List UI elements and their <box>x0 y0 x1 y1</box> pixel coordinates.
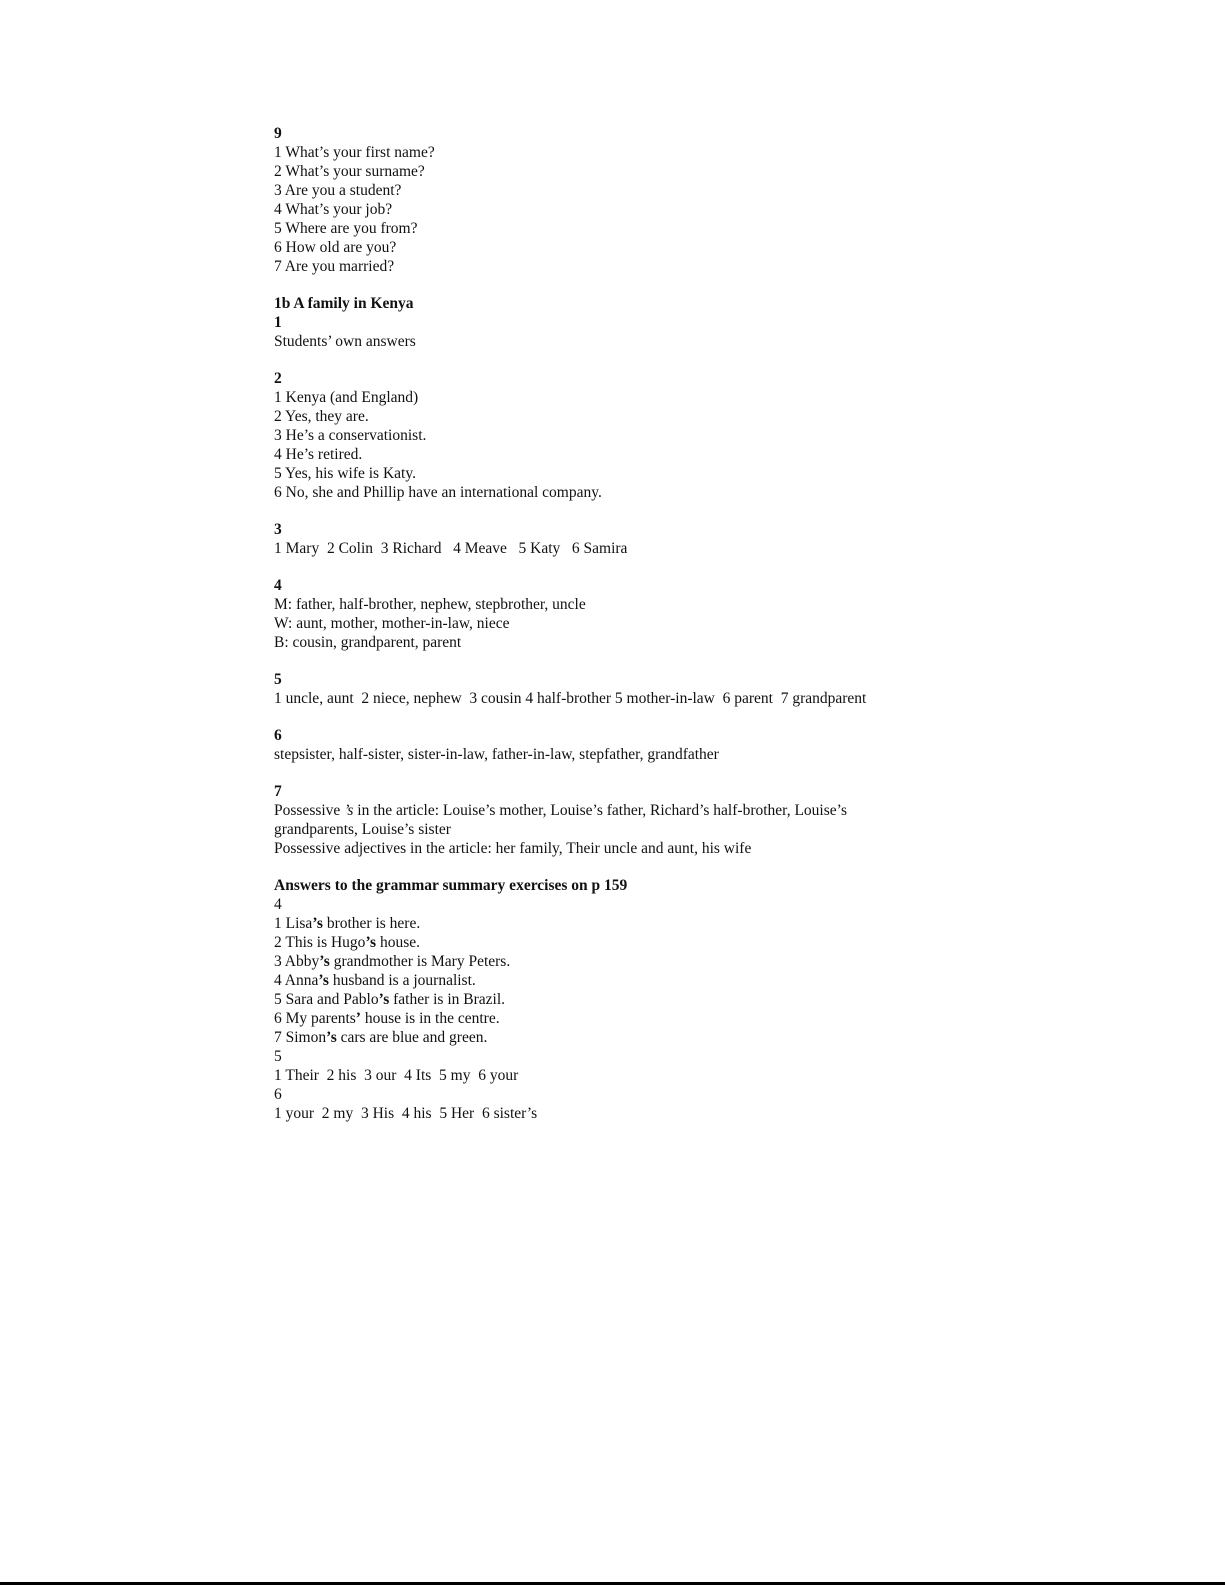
spacer <box>274 858 934 876</box>
ex9-line-4: 4 What’s your job? <box>274 201 393 218</box>
grammar-ex5-text: 1 Their 2 his 3 our 4 Its 5 my 6 your <box>274 1067 519 1084</box>
item-text: grandmother is Mary Peters. <box>329 953 511 970</box>
spacer <box>274 351 934 369</box>
exercise-number-5: 5 <box>274 671 282 688</box>
item-text: brother is here. <box>322 915 421 932</box>
item-text: 3 Abby <box>274 953 320 970</box>
ex2-line-3: 3 He’s a conservationist. <box>274 427 427 444</box>
spacer <box>274 558 934 576</box>
section-title-1b: 1b A family in Kenya <box>274 295 414 312</box>
item-bold: ’s <box>319 953 330 970</box>
item-bold: ’s <box>318 972 329 989</box>
ex7-italic-s: ’s <box>344 802 354 819</box>
ex9-line-7: 7 Are you married? <box>274 258 395 275</box>
exercise-number-4: 4 <box>274 577 282 594</box>
ex3-text: 1 Mary 2 Colin 3 Richard 4 Meave 5 Katy 6 Samira <box>274 540 628 557</box>
grammar-ex4-item <box>274 914 934 933</box>
spacer <box>274 764 934 782</box>
item-text: 5 Sara and Pablo <box>274 991 379 1008</box>
spacer <box>274 276 934 294</box>
exercise-number-9: 9 <box>274 125 282 142</box>
ex6-text: stepsister, half-sister, sister-in-law, father-in-law, stepfather, grandfather <box>274 746 719 763</box>
item-bold: ’s <box>326 1029 337 1046</box>
item-text: 1 Lisa <box>274 915 313 932</box>
spacer <box>274 502 934 520</box>
ex2-line-1: 1 Kenya (and England) <box>274 389 419 406</box>
item-text: father is in Brazil. <box>389 991 506 1008</box>
item-text: 7 Simon <box>274 1029 327 1046</box>
item-text: 2 This is Hugo <box>274 934 366 951</box>
ex4-line-b: B: cousin, grandparent, parent <box>274 634 462 651</box>
item-bold: ’ <box>355 1010 361 1027</box>
grammar-ex4-item <box>274 1009 934 1028</box>
grammar-ex4-item <box>274 933 934 952</box>
grammar-ex4-item <box>274 1028 934 1047</box>
grammar-ex-number-6: 6 <box>274 1086 282 1103</box>
ex7-prefix: Possessive <box>274 802 345 819</box>
ex2-line-6: 6 No, she and Phillip have an international company. <box>274 484 602 501</box>
grammar-ex6-text: 1 your 2 my 3 His 4 his 5 Her 6 sister’s <box>274 1105 538 1122</box>
ex7-rest: in the article: Louise’s mother, Louise’s father, Richard’s half-brother, Louise’s grandparents, Louise’s sister <box>274 802 847 838</box>
ex1-text: Students’ own answers <box>274 333 416 350</box>
item-text: cars are blue and green. <box>336 1029 488 1046</box>
ex7-line-2: Possessive adjectives in the article: her family, Their uncle and aunt, his wife <box>274 840 752 857</box>
item-bold: ’s <box>378 991 390 1008</box>
ex2-line-2: 2 Yes, they are. <box>274 408 369 425</box>
ex9-line-5: 5 Where are you from? <box>274 220 418 237</box>
item-text: 4 Anna <box>274 972 319 989</box>
ex4-line-m: M: father, half-brother, nephew, stepbrother, uncle <box>274 596 586 613</box>
ex9-line-3: 3 Are you a student? <box>274 182 402 199</box>
ex9-line-6: 6 How old are you? <box>274 239 397 256</box>
ex7-line-1 <box>274 801 934 839</box>
exercise-number-1: 1 <box>274 314 282 331</box>
exercise-number-7: 7 <box>274 783 282 800</box>
item-bold: ’s <box>312 915 323 932</box>
item-text: husband is a journalist. <box>328 972 476 989</box>
answer-key-page <box>274 124 934 1123</box>
grammar-ex-number-4: 4 <box>274 896 282 913</box>
exercise-number-2: 2 <box>274 370 282 387</box>
grammar-ex4-item <box>274 990 934 1009</box>
ex9-line-2: 2 What’s your surname? <box>274 163 425 180</box>
ex2-line-5: 5 Yes, his wife is Katy. <box>274 465 416 482</box>
ex2-line-4: 4 He’s retired. <box>274 446 363 463</box>
item-text: 6 My parents <box>274 1010 356 1027</box>
ex5-text: 1 uncle, aunt 2 niece, nephew 3 cousin 4 half-brother 5 mother-in-law 6 parent 7 grandparent <box>274 690 867 707</box>
grammar-ex4-item <box>274 952 934 971</box>
item-text: house is in the centre. <box>360 1010 500 1027</box>
grammar-ex4-item <box>274 971 934 990</box>
spacer <box>274 652 934 670</box>
exercise-number-6: 6 <box>274 727 282 744</box>
item-text: house. <box>376 934 420 951</box>
grammar-section-title: Answers to the grammar summary exercises on p 159 <box>274 877 628 894</box>
ex9-line-1: 1 What’s your first name? <box>274 144 435 161</box>
exercise-number-3: 3 <box>274 521 282 538</box>
grammar-ex-number-5: 5 <box>274 1048 282 1065</box>
item-bold: ’s <box>365 934 377 951</box>
ex4-line-w: W: aunt, mother, mother-in-law, niece <box>274 615 510 632</box>
spacer <box>274 708 934 726</box>
